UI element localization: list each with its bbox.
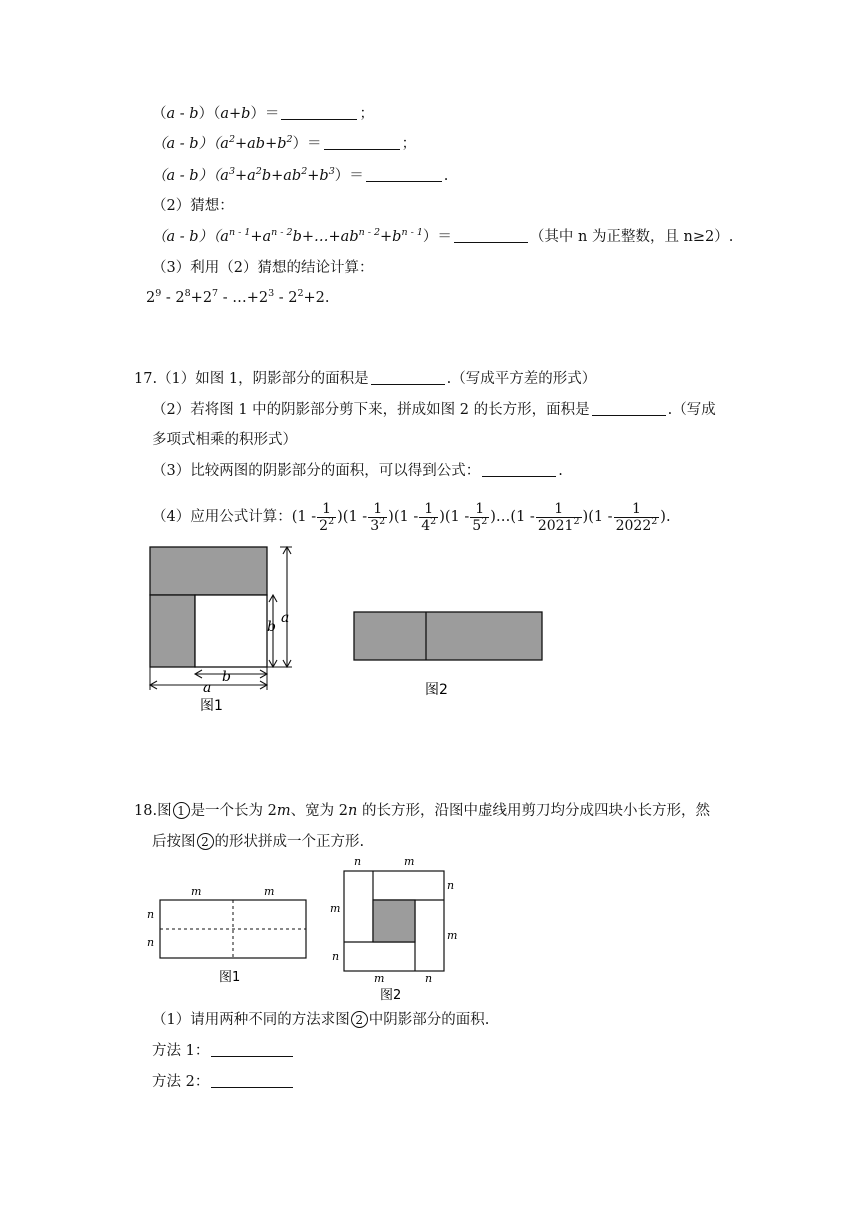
fraction-denominator: [419, 517, 438, 534]
answer-blank[interactable]: [454, 228, 528, 243]
expr-part: （a - b）（a: [152, 136, 229, 152]
fraction-product: [292, 501, 666, 534]
equals: ）＝: [422, 229, 452, 245]
equals: ）＝: [292, 136, 322, 152]
question-text: （3）比较两图的阴影部分的面积，可以得到公式：: [152, 463, 481, 479]
question-text: 、宽为 2: [290, 803, 348, 819]
exponent: 2: [297, 288, 304, 299]
factor-open: (1 -: [444, 509, 470, 525]
circled-number: 2: [197, 833, 214, 850]
q18-sub-1: [152, 1010, 489, 1030]
label-n: n: [147, 908, 155, 921]
question-number: 17.: [134, 371, 158, 387]
answer-blank[interactable]: [592, 401, 666, 416]
label-a-right: a: [281, 610, 290, 626]
question-number: 18.: [134, 803, 158, 819]
fraction: [317, 501, 336, 534]
figure-caption: 图2: [380, 988, 402, 1003]
q16-calc: [146, 288, 330, 308]
exponent: n - 1: [228, 227, 251, 238]
label-n: n: [147, 936, 155, 949]
answer-blank[interactable]: [366, 167, 442, 182]
label-m: m: [264, 885, 275, 898]
exponent: n - 2: [358, 227, 381, 238]
plus: +: [228, 106, 242, 122]
white-square: [195, 595, 267, 667]
factor-open: (1 -: [393, 509, 419, 525]
fraction: [470, 501, 489, 534]
var-b: b: [189, 106, 199, 122]
denominator-base: 5: [472, 517, 482, 534]
paren: ）（: [198, 106, 221, 122]
label-m: m: [374, 972, 385, 985]
label-b-bottom: b: [222, 669, 231, 685]
exponent: 2: [481, 515, 488, 527]
fraction: [368, 501, 387, 534]
answer-blank[interactable]: [371, 370, 445, 385]
punct: .: [443, 168, 449, 184]
question-text: 是一个长为 2: [190, 803, 277, 819]
q17-part4: [152, 497, 671, 537]
q17-part3: [152, 461, 563, 481]
q16-line-2: $(a - b)(a^2+ab+b^2)=$ ；: [152, 134, 417, 152]
term: +2: [190, 290, 213, 306]
circled-number: 1: [173, 802, 190, 819]
answer-blank[interactable]: [211, 1042, 293, 1057]
factor-open: (1 -: [342, 509, 368, 525]
exponent: n - 1: [401, 227, 423, 238]
question-text: 图: [157, 803, 172, 819]
label-n: n: [332, 950, 340, 963]
figure-caption: 图2: [425, 682, 448, 698]
exponent: 2: [379, 515, 386, 527]
term: - 2: [274, 290, 298, 306]
q17-part2-cont: 多项式相乘的积形式）: [152, 432, 297, 448]
exponent: 2: [328, 515, 335, 527]
answer-blank[interactable]: [211, 1073, 293, 1088]
factor-close: ): [582, 509, 589, 525]
question-text: （1）如图 1，阴影部分的面积是: [157, 371, 369, 387]
fraction: [614, 501, 660, 534]
equals: ）＝: [250, 106, 280, 122]
expr-part: （a - b）（a: [152, 229, 229, 245]
fraction-denominator: [536, 517, 582, 534]
expr-part: （a - b）（a: [152, 168, 229, 184]
denominator-base: 4: [421, 517, 431, 534]
var-a: a: [220, 106, 229, 122]
label-n: n: [447, 879, 455, 892]
punct: .: [558, 463, 563, 479]
label-m: m: [191, 885, 202, 898]
exponent: 7: [212, 288, 219, 299]
q16-guess-line: [152, 227, 733, 247]
exponent: 2: [430, 515, 437, 527]
question-text: 后按图: [152, 834, 196, 850]
ellipsis: …: [495, 509, 511, 525]
fraction-denominator: [614, 517, 660, 534]
note: （其中 n 为正整数，且 n≥2）.: [529, 229, 734, 245]
shaded-center-square: [373, 900, 415, 942]
punct: .: [665, 509, 671, 525]
exponent: 8: [184, 288, 191, 299]
fraction-numerator: 1: [373, 500, 383, 517]
denominator-base: 2022: [615, 517, 652, 534]
q18-figure-1: [140, 880, 320, 990]
figure-caption: 图1: [219, 970, 241, 985]
var-n: n: [348, 803, 358, 819]
term: - 2: [161, 290, 185, 306]
q16-use-label: （3）利用（2）猜想的结论计算：: [152, 260, 374, 276]
factor-open: (1 -: [291, 509, 317, 525]
question-text: 的长方形，沿图中虚线用剪刀均分成四块小长方形，然: [357, 803, 710, 819]
exponent: 2: [573, 515, 580, 527]
expr-part: +a: [250, 229, 272, 245]
method-label: 方法 1：: [152, 1043, 210, 1059]
answer-blank[interactable]: [482, 462, 556, 477]
question-text: .（写成: [667, 402, 716, 418]
fraction-denominator: [368, 517, 387, 534]
minus: -: [175, 106, 190, 122]
label-m: m: [330, 902, 341, 915]
equals: ）＝: [334, 168, 364, 184]
fraction-numerator: 1: [424, 500, 434, 517]
shaded-rectangle: [354, 612, 542, 660]
term: - …+2: [218, 290, 269, 306]
factor-open: (1 -: [510, 509, 535, 525]
factor-close: ): [388, 509, 394, 525]
q17-part1: [134, 369, 596, 389]
q18-method-2: [152, 1072, 295, 1092]
answer-blank[interactable]: [324, 135, 400, 150]
label-n: n: [425, 972, 433, 985]
fraction-numerator: 1: [631, 500, 641, 517]
answer-blank[interactable]: [281, 105, 357, 120]
fraction-denominator: [470, 517, 489, 534]
question-text: （2）若将图 1 中的阴影部分剪下来，拼成如图 2 的长方形，面积是: [152, 402, 590, 418]
q18-line-1: [134, 801, 710, 821]
label-n: n: [354, 855, 362, 868]
denominator-base: 2021: [537, 517, 574, 534]
question-text: 的形状拼成一个正方形.: [214, 834, 365, 850]
punct: ；: [401, 136, 417, 152]
question-text: （1）请用两种不同的方法求图: [152, 1012, 350, 1028]
label-a-bottom: a: [203, 680, 212, 696]
question-text: 中阴影部分的面积.: [368, 1012, 490, 1028]
term: 2: [146, 290, 156, 306]
fraction-denominator: [317, 517, 336, 534]
var-b: b: [241, 106, 251, 122]
q16-guess-label: （2）猜想：: [152, 198, 234, 214]
label-m: m: [447, 929, 458, 942]
fraction-numerator: 1: [322, 500, 332, 517]
factor-close: ): [337, 509, 343, 525]
shaded-left-rect: [150, 595, 195, 667]
denominator-base: 3: [370, 517, 380, 534]
expr-part: +a: [235, 168, 256, 184]
expr-part: +b: [380, 229, 402, 245]
fraction-numerator: 1: [475, 500, 485, 517]
q18-line-2: [152, 832, 364, 852]
figure-caption: 图1: [200, 698, 223, 714]
factor-close: ): [439, 509, 445, 525]
term: +2.: [303, 290, 330, 306]
denominator-base: 2: [319, 517, 329, 534]
question-text: （4）应用公式计算：: [152, 509, 292, 525]
fraction: [536, 501, 582, 534]
q18-method-1: [152, 1041, 295, 1061]
label-m: m: [404, 855, 415, 868]
expr-part: +b: [307, 168, 329, 184]
q18-figure-2: [325, 852, 465, 1004]
label-b-right: b: [267, 619, 276, 635]
q17-figure-2: [350, 605, 550, 700]
q17-part2: [152, 400, 716, 420]
factor-close: ): [660, 509, 666, 525]
var-m: m: [276, 803, 291, 819]
exponent: n - 2: [271, 227, 293, 238]
factor-open: (1 -: [588, 509, 613, 525]
expr-part: b+ab: [261, 168, 302, 184]
q16-line-1: （a - b）（a+b）＝ ；: [152, 106, 374, 122]
method-label: 方法 2：: [152, 1074, 210, 1090]
circled-number: 2: [351, 1011, 368, 1028]
factor-close: ): [490, 509, 496, 525]
exponent: 9: [155, 288, 162, 299]
expr-part: b+…+ab: [292, 229, 359, 245]
exponent: 3: [268, 288, 275, 299]
fraction: [419, 501, 438, 534]
q16-line-3: $(a - b)(a^3+a^2b+ab^2+b^3)=$ .: [152, 166, 449, 184]
exponent: 2: [651, 515, 658, 527]
expr-part: +ab+b: [235, 136, 287, 152]
q17-figure-1: [140, 540, 310, 715]
var-a: a: [166, 106, 176, 122]
punct: ；: [359, 106, 374, 122]
shaded-top-rect: [150, 547, 267, 595]
fraction-numerator: 1: [554, 500, 564, 517]
question-text: .（写成平方差的形式）: [446, 371, 597, 387]
